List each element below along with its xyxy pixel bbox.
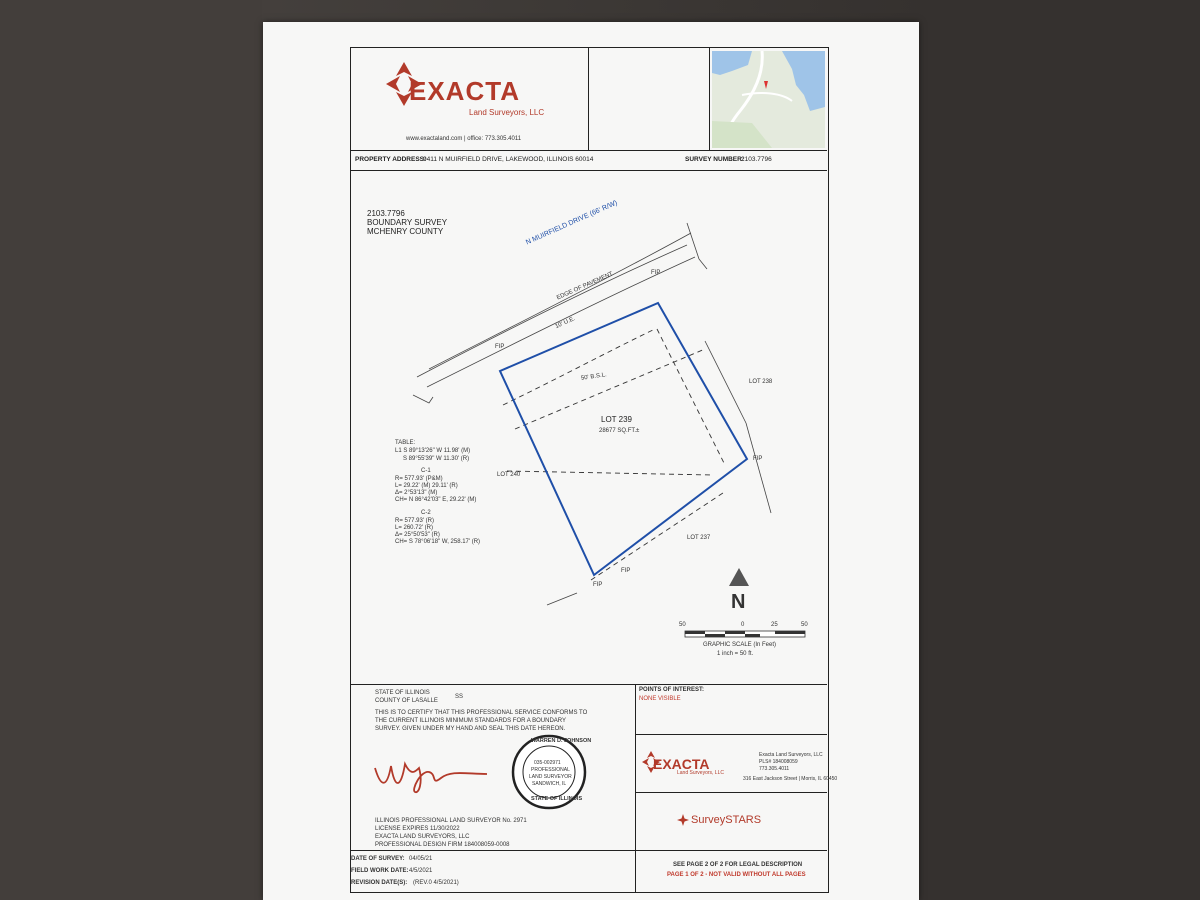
table-c2-line: L= 260.72' (R): [395, 525, 434, 531]
page-validity-note: PAGE 1 OF 2 - NOT VALID WITHOUT ALL PAGES: [667, 872, 806, 878]
footer-address: 316 East Jackson Street | Morris, IL 60450: [743, 776, 838, 782]
table-c1-line: Δ= 2°53'13" (M): [395, 490, 438, 496]
plat-type: BOUNDARY SURVEY: [367, 218, 448, 227]
seal-state: STATE OF ILLINOIS: [531, 796, 583, 802]
scale-tick: 25: [771, 622, 778, 628]
survey-number-value: 2103.7796: [741, 156, 772, 163]
seal-line: 035-002971: [534, 760, 561, 766]
cert-text: THIS IS TO CERTIFY THAT THIS PROFESSIONAL SERVICE CONFORMS TO: [375, 710, 588, 716]
survey-sheet: [263, 22, 919, 900]
table-c2-line: CH= S 78°06'18" W, 258.17' (R): [395, 539, 481, 545]
sheet-frame: [350, 47, 838, 893]
cert-ss: SS: [455, 694, 464, 700]
seal-name: WARREN D. JOHNSON: [531, 738, 592, 744]
fip-top-left: FIP: [495, 344, 505, 350]
utility-easement-top: 10' U.E.: [554, 316, 577, 331]
cert-footer: PROFESSIONAL DESIGN FIRM 184008059-0008: [375, 842, 510, 848]
table-c2-line: Δ= 25°50'53" (R): [395, 532, 440, 538]
north-label: N: [731, 591, 746, 613]
table-c2-title: C-2: [421, 510, 431, 516]
footer-address: PLS# 184008059: [759, 759, 798, 765]
contact-line: www.exactaland.com | office: 773.305.4011: [406, 136, 522, 142]
building-setback-label: 50' B.S.L.: [580, 372, 608, 382]
seal-line: LAND SURVEYOR: [529, 774, 572, 780]
cert-county: COUNTY OF LASALLE: [375, 698, 438, 704]
property-address-value: 9411 N MUIRFIELD DRIVE, LAKEWOOD, ILLINOIS 60014: [423, 156, 594, 163]
lot-area: 28677 SQ.FT.±: [599, 428, 640, 434]
street-name: N MUIRFIELD DRIVE (66' R/W): [525, 199, 619, 247]
poi-value: NONE VISIBLE: [639, 696, 681, 702]
footer-brand: EXACTA: [653, 756, 710, 772]
date-of-survey-value: 04/05/21: [409, 856, 433, 862]
scale-title: GRAPHIC SCALE (In Feet): [703, 642, 777, 648]
scale-ratio: 1 inch = 50 ft.: [717, 651, 754, 657]
plat-drawing: [351, 173, 827, 683]
survey-number-label: SURVEY NUMBER:: [685, 156, 744, 163]
table-c1-line: L= 29.22' (M) 29.11' (R): [395, 483, 458, 489]
fip-top-right: FIP: [651, 270, 661, 276]
revision-date-value: (REV.0 4/5/2021): [413, 880, 459, 886]
brand-subtitle: Land Surveyors, LLC: [469, 108, 545, 117]
seal-line: PROFESSIONAL: [531, 767, 570, 773]
field-work-date-value: 4/5/2021: [409, 868, 433, 874]
table-c1-title: C-1: [421, 468, 431, 474]
background-right: [920, 0, 1200, 900]
revision-date-label: REVISION DATE(S):: [351, 880, 408, 886]
footer-address: Exacta Land Surveyors, LLC: [759, 752, 823, 758]
table-l1-record: S 89°55'39" W 11.30' (R): [403, 456, 470, 462]
seal-line: SANDWICH, IL: [532, 781, 567, 787]
north-arrow-icon: [727, 568, 751, 588]
table-c1-line: R= 577.93' (P&M): [395, 476, 443, 482]
scale-tick: 0: [741, 622, 745, 628]
cert-footer: ILLINOIS PROFESSIONAL LAND SURVEYOR No. 2971: [375, 818, 527, 824]
location-map: [712, 51, 825, 148]
cert-text: SURVEY. GIVEN UNDER MY HAND AND SEAL THIS DATE HEREON.: [375, 726, 566, 732]
plat-id: 2103.7796: [367, 209, 405, 218]
cert-state: STATE OF ILLINOIS: [375, 690, 430, 696]
legal-note: SEE PAGE 2 OF 2 FOR LEGAL DESCRIPTION: [673, 862, 803, 868]
footer-brand-sub: Land Surveyors, LLC: [677, 770, 724, 776]
table-c2-line: R= 577.93' (R): [395, 518, 434, 524]
field-work-date-label: FIELD WORK DATE:: [351, 868, 409, 874]
scale-tick: 50: [679, 622, 686, 628]
scale-tick: 50: [801, 622, 808, 628]
surveystars-icon: [677, 814, 689, 826]
table-title: TABLE:: [395, 440, 416, 446]
table-l1-measured: L1 S 89°13'26" W 11.98' (M): [395, 448, 471, 454]
table-c1-line: CH= N 86°42'03" E, 29.22' (M): [395, 497, 477, 503]
poi-label: POINTS OF INTEREST:: [639, 687, 705, 693]
surveystars-brand: SurveySTARS: [691, 814, 762, 826]
fip-right: FIP: [753, 456, 763, 462]
cert-footer: EXACTA LAND SURVEYORS, LLC: [375, 834, 470, 840]
property-address-label: PROPERTY ADDRESS:: [355, 156, 427, 163]
lot-240-label: LOT 240: [497, 472, 521, 478]
footer-address: 773.305.4011: [759, 766, 790, 772]
surveyor-signature: [371, 748, 491, 798]
background-left: [0, 0, 262, 900]
brand-name: EXACTA: [409, 76, 520, 106]
fip-bottom-2: FIP: [593, 582, 603, 588]
cert-footer: LICENSE EXPIRES 11/30/2022: [375, 826, 460, 832]
fip-bottom: FIP: [621, 568, 631, 574]
lot-label: LOT 239: [601, 415, 632, 424]
cert-text: THE CURRENT ILLINOIS MINIMUM STANDARDS FOR A BOUNDARY: [375, 718, 567, 724]
plat-county: MCHENRY COUNTY: [367, 227, 444, 236]
edge-of-pavement-label: EDGE OF PAVEMENT: [556, 271, 614, 302]
date-of-survey-label: DATE OF SURVEY:: [351, 856, 405, 862]
lot-237-label: LOT 237: [687, 535, 711, 541]
lot-238-label: LOT 238: [749, 379, 773, 385]
